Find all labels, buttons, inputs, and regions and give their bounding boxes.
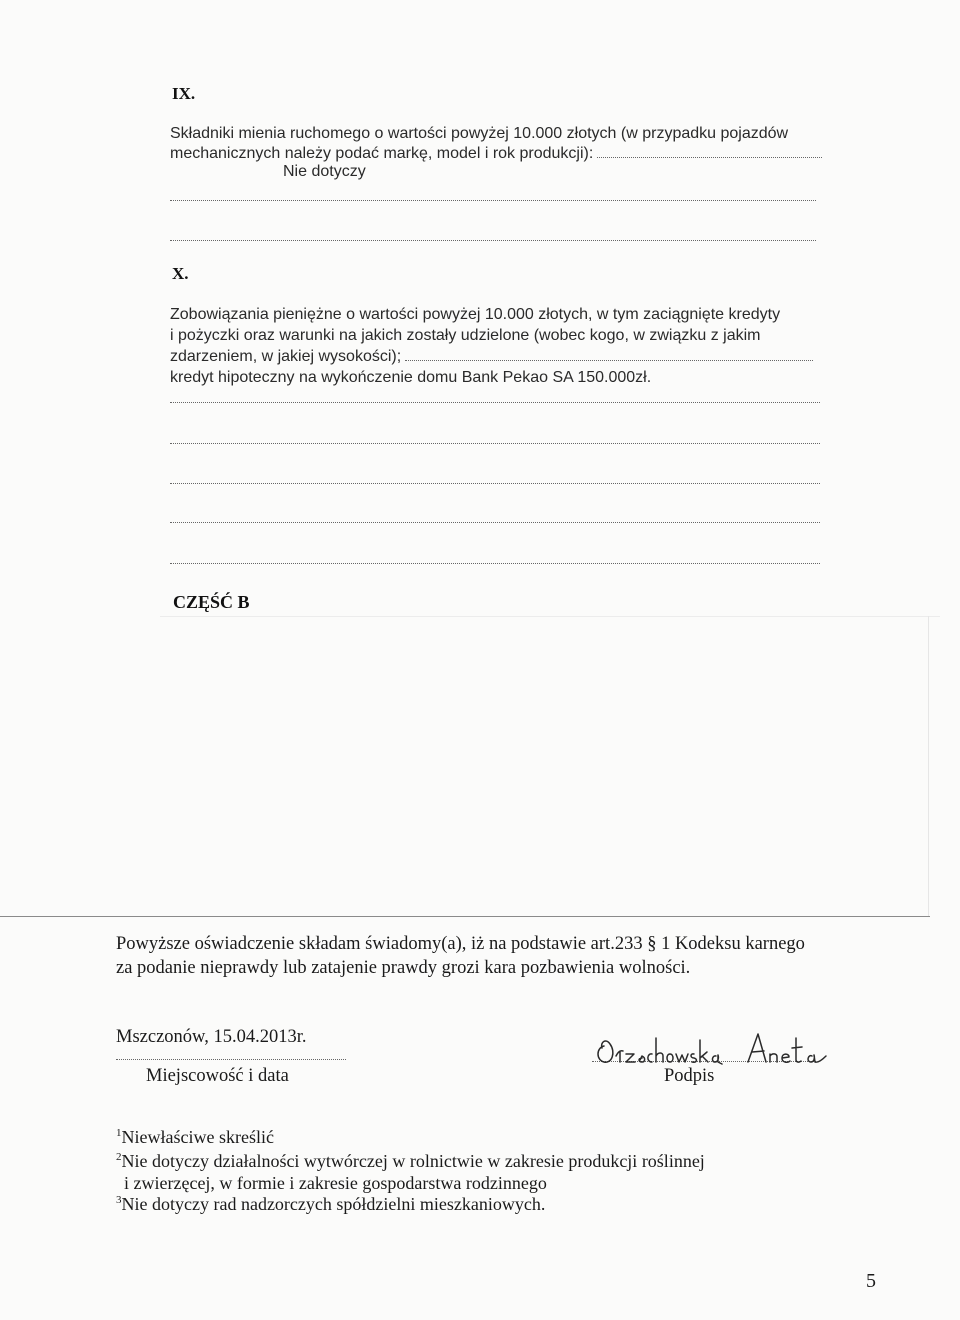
section-x-question-text: zdarzeniem, w jakiej wysokości); xyxy=(170,348,402,365)
dotted-line xyxy=(170,563,820,564)
dotted-line xyxy=(116,1059,346,1060)
handwritten-signature xyxy=(590,1020,850,1080)
section-x-answer: kredyt hipoteczny na wykończenie domu Bank Pekao SA 150.000zł. xyxy=(170,369,652,386)
declaration-line-2: za podanie nieprawdy lub zatajenie prawdy grozi kara pozbawienia wolności. xyxy=(116,958,691,978)
dotted-line xyxy=(170,402,820,403)
sheet-edge xyxy=(928,616,929,916)
footnote-number: 1 xyxy=(116,1127,122,1139)
footnote-1 xyxy=(116,1127,274,1148)
page-number: 5 xyxy=(866,1270,876,1292)
section-ix-heading: IX. xyxy=(172,84,196,103)
section-x-question-line-3 xyxy=(170,348,813,366)
footnote-text: Nie dotyczy rad nadzorczych spółdzielni mieszkaniowych. xyxy=(121,1194,546,1214)
fold-line xyxy=(0,916,930,917)
section-ix-question-line-1: Składniki mienia ruchomego o wartości powyżej 10.000 złotych (w przypadku pojazdów xyxy=(170,125,789,142)
dotted-line xyxy=(170,483,820,484)
dotted-line xyxy=(597,157,822,158)
footnote-number: 3 xyxy=(116,1194,122,1206)
footnote-number: 2 xyxy=(116,1151,122,1163)
section-x-question-line-2: i pożyczki oraz warunki na jakich zostały udzielone (wobec kogo, w związku z jakim xyxy=(170,327,761,344)
section-ix-question-line-2 xyxy=(170,145,822,163)
footnote-text: Nie dotyczy działalności wytwórczej w rolnictwie w zakresie produkcji roślinnej xyxy=(121,1151,705,1171)
section-ix-answer: Nie dotyczy xyxy=(283,163,366,180)
dotted-line xyxy=(170,200,816,201)
section-x-heading: X. xyxy=(172,264,189,283)
show-through-sheet xyxy=(160,616,940,917)
dotted-line xyxy=(170,443,820,444)
declaration-line-1: Powyższe oświadczenie składam świadomy(a), iż na podstawie art.233 § 1 Kodeksu karnego xyxy=(116,934,805,954)
footnote-2 xyxy=(116,1151,705,1172)
part-b-heading: CZĘŚĆ B xyxy=(173,592,250,612)
signature-label: Podpis xyxy=(664,1066,715,1086)
place-date-value: Mszczonów, 15.04.2013r. xyxy=(116,1027,307,1047)
section-x-question-line-1: Zobowiązania pieniężne o wartości powyżej 10.000 złotych, w tym zaciągnięte kredyty xyxy=(170,306,781,323)
footnote-2-continuation: i zwierzęcej, w formie i zakresie gospodarstwa rodzinnego xyxy=(124,1173,547,1193)
dotted-line xyxy=(170,522,820,523)
footnote-3 xyxy=(116,1194,545,1215)
place-date-label: Miejscowość i data xyxy=(146,1066,289,1086)
section-ix-question-text: mechanicznych należy podać markę, model i rok produkcji): xyxy=(170,145,594,162)
dotted-line xyxy=(170,240,816,241)
footnote-text: Niewłaściwe skreślić xyxy=(121,1127,274,1147)
dotted-line xyxy=(405,360,813,361)
